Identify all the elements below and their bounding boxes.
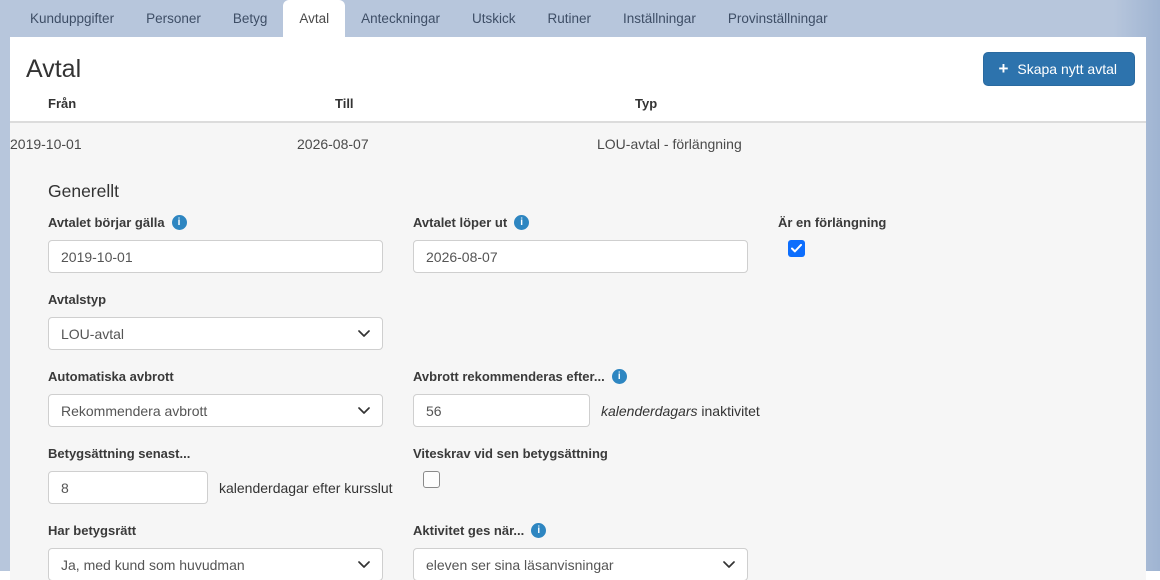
agreement-type-label: Avtalstyp — [48, 292, 107, 307]
agreement-detail-form — [10, 181, 1146, 580]
penalty-checkbox[interactable] — [423, 471, 440, 488]
field-penalty — [413, 446, 1146, 488]
form-row-grading — [48, 446, 1146, 504]
agreement-table-header — [10, 92, 1146, 123]
is-extension-checkbox[interactable] — [788, 240, 805, 257]
tab-utskick[interactable]: Utskick — [471, 11, 516, 26]
row-till-value: 2026-08-07 — [297, 136, 369, 152]
tab-avtal[interactable]: Avtal — [283, 0, 345, 37]
auto-breaks-value: Rekommendera avbrott — [61, 402, 208, 419]
avtal-panel — [10, 37, 1146, 580]
form-row-breaks — [48, 369, 1146, 427]
grading-rights-label: Har betygsrätt — [48, 523, 137, 538]
info-icon[interactable]: i — [531, 523, 546, 538]
row-typ-value: LOU-avtal - förlängning — [597, 136, 742, 152]
row-from-value: 2019-10-01 — [10, 136, 82, 152]
break-after-suffix: kalenderdagars inaktivitet — [601, 402, 760, 419]
field-grading-rights — [48, 523, 413, 580]
create-agreement-label: Skapa nytt avtal — [1017, 60, 1117, 77]
break-after-group — [413, 394, 1146, 427]
activity-when-select[interactable] — [413, 548, 748, 580]
chevron-down-icon — [358, 330, 370, 338]
tab-bar — [0, 0, 1160, 37]
grading-rights-select[interactable] — [48, 548, 383, 580]
agreement-row-expanded — [10, 123, 1146, 580]
tab-personer[interactable]: Personer — [146, 11, 201, 26]
chevron-down-icon — [358, 407, 370, 415]
form-row-dates — [48, 215, 1146, 273]
checkmark-icon — [791, 244, 802, 253]
field-break-after — [413, 369, 1146, 427]
plus-icon: + — [998, 59, 1009, 78]
tab-provinstallningar[interactable]: Provinställningar — [727, 11, 828, 26]
break-after-input[interactable] — [413, 394, 590, 427]
field-activity-when — [413, 523, 1146, 580]
chevron-down-icon — [358, 561, 370, 569]
auto-breaks-select[interactable] — [48, 394, 383, 427]
grading-latest-group — [48, 471, 413, 504]
is-extension-label: Är en förlängning — [778, 215, 887, 230]
field-agreement-start — [48, 215, 413, 273]
info-icon[interactable]: i — [514, 215, 529, 230]
agreement-type-select[interactable] — [48, 317, 383, 350]
field-agreement-expiry — [413, 215, 778, 273]
table-row[interactable] — [10, 123, 1146, 164]
column-header-from: Från — [48, 96, 77, 111]
form-row-type — [48, 292, 1146, 350]
column-header-typ: Typ — [635, 96, 658, 111]
chevron-down-icon — [723, 561, 735, 569]
grading-latest-label: Betygsättning senast... — [48, 446, 191, 461]
field-grading-latest — [48, 446, 413, 504]
penalty-label: Viteskrav vid sen betygsättning — [413, 446, 608, 461]
agreement-expiry-input[interactable] — [413, 240, 748, 273]
grading-rights-value: Ja, med kund som huvudman — [61, 556, 245, 573]
tab-rutiner[interactable]: Rutiner — [547, 11, 592, 26]
create-agreement-button[interactable] — [983, 52, 1135, 86]
panel-header — [10, 37, 1146, 92]
field-auto-breaks — [48, 369, 413, 427]
break-after-label: Avbrott rekommenderas efter... i — [413, 369, 1146, 384]
auto-breaks-label: Automatiska avbrott — [48, 369, 174, 384]
form-row-rights — [48, 523, 1146, 580]
tab-anteckningar[interactable]: Anteckningar — [361, 11, 440, 26]
agreement-type-value: LOU-avtal — [61, 325, 125, 342]
section-title-generellt: Generellt — [48, 181, 120, 201]
agreement-start-input[interactable] — [48, 240, 383, 273]
tab-installningar[interactable]: Inställningar — [623, 11, 696, 26]
agreement-start-label: Avtalet börjar gälla i — [48, 215, 413, 230]
activity-when-value: eleven ser sina läsanvisningar — [426, 556, 614, 573]
tab-betyg[interactable]: Betyg — [232, 11, 268, 26]
tab-kunduppgifter[interactable]: Kunduppgifter — [30, 11, 115, 26]
agreement-expiry-label: Avtalet löper ut i — [413, 215, 778, 230]
grading-latest-suffix: kalenderdagar efter kursslut — [219, 479, 393, 496]
grading-latest-input[interactable] — [48, 471, 208, 504]
column-header-till: Till — [335, 96, 354, 111]
page-title: Avtal — [26, 54, 82, 83]
activity-when-label: Aktivitet ges när... i — [413, 523, 1146, 538]
field-agreement-type — [48, 292, 413, 350]
info-icon[interactable]: i — [172, 215, 187, 230]
info-icon[interactable]: i — [612, 369, 627, 384]
field-is-extension — [778, 215, 1146, 257]
